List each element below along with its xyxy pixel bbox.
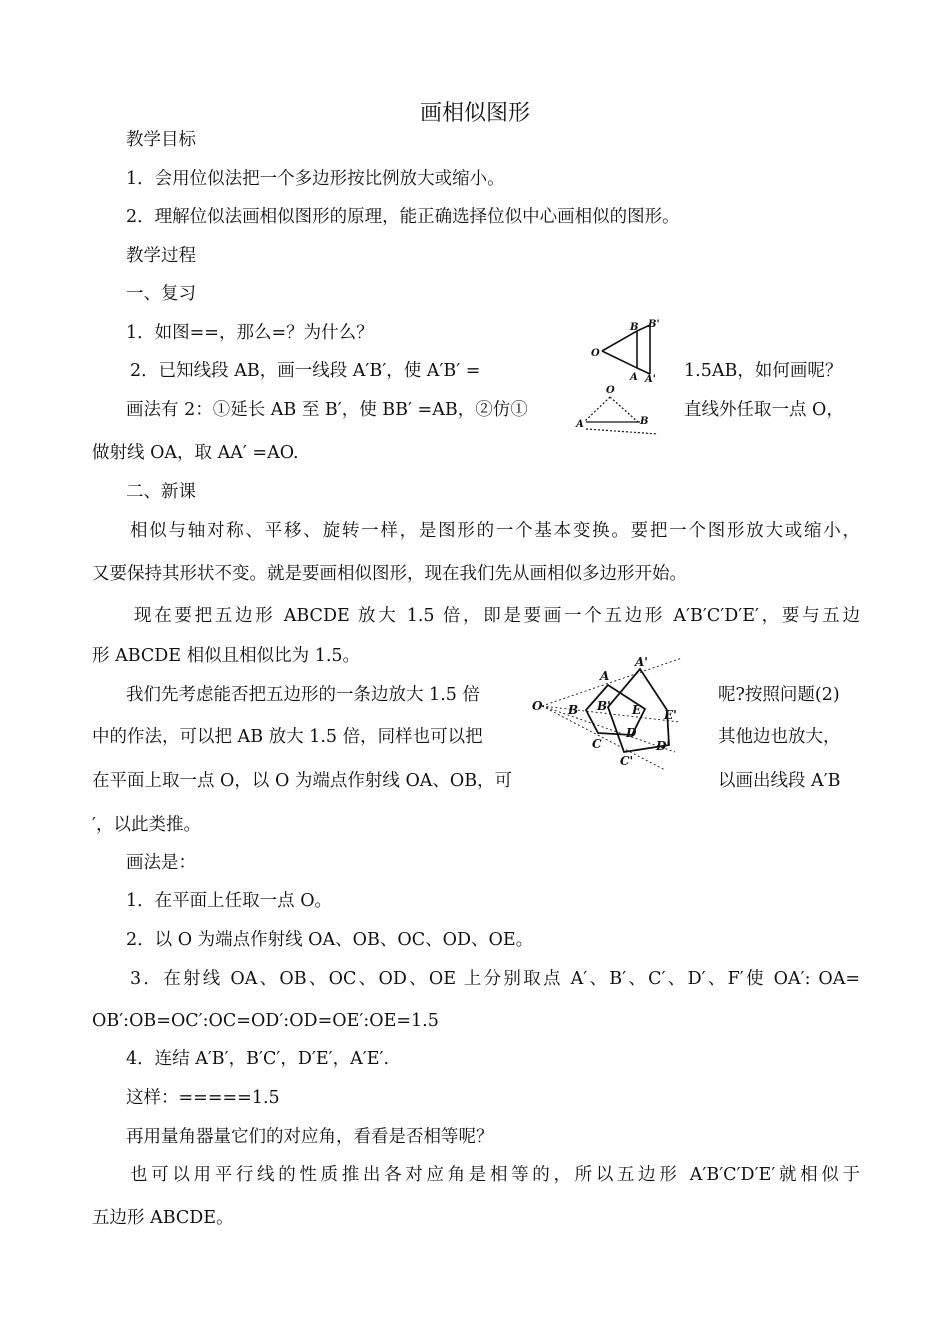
fig3-label-d-prime: D'	[656, 739, 671, 753]
step-3-line1: 3．在射线 OA、OB、OC、OD、OE 上分别取点 A′、B′、C′、D′、F′使 OA′: OA=	[130, 969, 860, 989]
fig2-label-a: A	[576, 419, 584, 430]
new-lesson-p3-l2-left: 中的作法，可以把 AB 放大 1.5 倍，同样也可以把	[92, 727, 483, 747]
goal-item-2: 2．理解位似法画相似图形的原理，能正确选择位似中心画相似的图形。	[126, 207, 680, 227]
conclusion-ratio: 这样：=====1.5	[126, 1088, 280, 1108]
fig1-label-a-prime: A'	[645, 374, 656, 385]
page-title: 画相似图形	[419, 101, 530, 126]
step-1: 1．在平面上任取一点 O。	[126, 891, 333, 911]
fig1-label-o: O	[591, 348, 600, 359]
new-lesson-p1-line2: 又要保持其形状不变。就是要画相似图形，现在我们先从画相似多边形开始。	[92, 564, 687, 584]
new-lesson-p3-l2-right: 其他边也放大，	[718, 727, 841, 747]
review-question-1: 1．如图==，那么=？为什么？	[126, 323, 374, 343]
fig3-label-e-prime: E'	[664, 708, 677, 722]
new-lesson-p3-l1-left: 我们先考虑能否把五边形的一条边放大 1.5 倍	[126, 685, 480, 705]
fig3-label-o: O	[532, 699, 543, 713]
new-lesson-p2-line2: 形 ABCDE 相似且相似比为 1.5。	[92, 646, 361, 666]
fig2-label-o: O	[606, 385, 615, 396]
step-4: 4．连结 A′B′，B′C′，D′E′，A′E′.	[126, 1049, 390, 1069]
fig3-label-a: A	[600, 669, 610, 683]
review-method-continued: 做射线 OA，取 AA′ =AO.	[92, 443, 299, 463]
step-3-line2: OB′:OB=OC′:OC=OD′:OD=OE′:OE=1.5	[92, 1011, 439, 1031]
process-heading: 教学过程	[126, 246, 196, 266]
step-2: 2．以 O 为端点作射线 OA、OB、OC、OD、OE。	[126, 930, 534, 950]
figure-similar-triangles	[588, 316, 668, 386]
fig3-label-b-prime: B'	[597, 699, 611, 713]
fig3-label-e: E	[632, 703, 642, 717]
figure-pentagon-homothety	[530, 652, 690, 772]
new-lesson-p3-l3-left: 在平面上取一点 O，以 O 为端点作射线 OA、OB，可	[92, 771, 513, 791]
review-heading: 一、复习	[126, 284, 196, 304]
new-lesson-p3-l3-right: 以画出线段 A′B	[718, 771, 841, 791]
fig1-label-b: B	[630, 322, 639, 333]
new-lesson-p3-l1-right: 呢?按照问题(2)	[718, 685, 840, 705]
conclusion-final-line2: 五边形 ABCDE。	[92, 1208, 234, 1228]
goals-heading: 教学目标	[126, 130, 196, 150]
fig3-label-d: D	[626, 726, 637, 740]
review-question-2-left: 2．已知线段 AB，画一线段 A′B′，使 A′B′ =	[130, 361, 481, 381]
new-lesson-p2-line1: 现在要把五边形 ABCDE 放大 1.5 倍，即是要画一个五边形 A′B′C′D′E′，要与五边	[134, 606, 860, 626]
review-question-2-right: 1.5AB，如何画呢？	[684, 361, 843, 381]
goal-item-1: 1．会用位似法把一个多边形按比例放大或缩小。	[126, 169, 505, 189]
steps-heading: 画法是：	[126, 853, 196, 873]
fig1-label-a: A	[630, 372, 638, 383]
conclusion-question: 再用量角器量它们的对应角，看看是否相等呢？	[126, 1127, 494, 1147]
conclusion-final-line1: 也可以用平行线的性质推出各对应角是相等的，所以五边形 A′B′C′D′E′就相似于	[130, 1165, 860, 1185]
fig3-label-b: B	[568, 703, 579, 717]
review-method-left: 画法有 2：①延长 AB 至 B′，使 BB′ =AB，②仿①	[126, 400, 528, 420]
fig2-label-b: B	[640, 416, 649, 427]
review-method-right: 直线外任取一点 O，	[684, 400, 844, 420]
new-lesson-p1-line1: 相似与轴对称、平移、旋转一样，是图形的一个基本变换。要把一个图形放大或缩小，	[130, 521, 860, 541]
fig1-label-b-prime: B'	[648, 319, 660, 330]
figure-dotted-triangle	[570, 382, 660, 442]
new-lesson-p3-l4: ′，以此类推。	[92, 815, 201, 835]
fig3-label-c-prime: C'	[620, 754, 634, 768]
fig3-label-a-prime: A'	[635, 655, 648, 669]
new-lesson-heading: 二、新课	[126, 482, 196, 502]
fig3-label-c: C	[592, 737, 602, 751]
